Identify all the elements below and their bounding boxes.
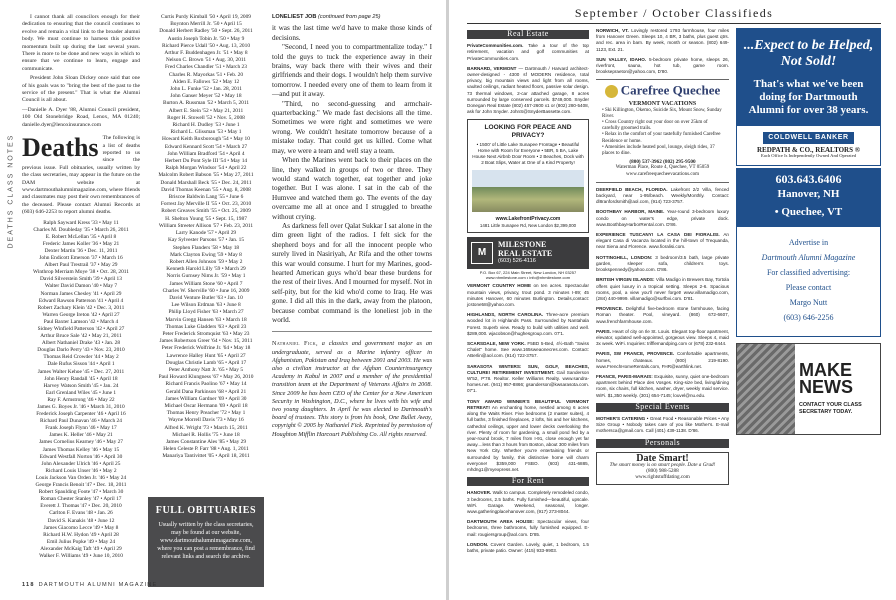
death-entry: Arthur Bruce Sale '42 • May 21, 2011 xyxy=(40,333,122,340)
death-entry: George Francis Benoit '47 • Dec. 18, 2011 xyxy=(35,482,127,489)
death-entry: Thomas Henry Preacher '72 • May 1 xyxy=(166,410,246,417)
carefree-line: • Amenities include heated pool, lounge, sleigh rides, 37 places to dine. xyxy=(602,144,715,157)
lakefront-details: • 1500' of Little Lake Sunapee Frontage • Beautiful Home with Room for Everyone • 5BR, 5 BA, Lake House Next Airbnb Door Room • 2 Beaches, Dock with 2 Boat Slips, Water at One of a Kind Property! xyxy=(472,142,584,166)
classified-ad: SUN VALLEY, IDAHO. 5-bedroom private home, sleeps 26, riverfront, sauna, hot tub, game room. brooksepraeton@yahoo.com, D'80. xyxy=(596,56,729,75)
classified-ad: EXPERIENCE TUSCANY! LA CASA DEI FIORALISI. An elegant Casa di Vacanza located in the hill-town of Trequanda, near Siena and Florence. www.fioralisi.com. xyxy=(596,232,729,250)
story-paragraph: "Second, I need you to compartmentalize today." I told the guys to tuck the experience away in their brains, way back there with their wives and their girlfriends and their dogs. I wouldn't help them survive tomorrow. I needed every one of them to learn from it—and put it away. xyxy=(272,43,432,99)
right-page xyxy=(449,0,896,600)
death-entry: Paul Baxter Lamson '42 • March 4 xyxy=(43,318,119,325)
death-entry: Robert Allen Johnson '59 • May 2 xyxy=(169,258,243,265)
death-entry: James G. Boyes Jr. '46 • March 31, 2010 xyxy=(37,404,125,410)
magazine-title: DARTMOUTH ALUMNI MAGAZINE xyxy=(38,582,158,588)
death-entry: John L. Funke '52 • Jan. 28, 2011 xyxy=(170,86,242,93)
newspaper-photo xyxy=(737,344,795,434)
death-entry: Robert Greaves Smith '55 • Oct. 25, 2009 xyxy=(161,208,251,215)
story-continued: (continued from page 25) xyxy=(318,14,381,20)
death-entry: Larry Kanode '57 • April 29 xyxy=(175,230,237,237)
death-entry: Roger H. Stowell '52 • Nov. 5, 2008 xyxy=(167,114,245,121)
death-entry: Paul Howard Klungness '67 • May 26, 2010 xyxy=(158,374,254,381)
death-entry: Richard L. Glissman '53 • May 1 xyxy=(170,129,242,136)
deaths-list-two xyxy=(148,14,264,461)
death-entry: Boynton Merrill Jr. '50 • April 15 xyxy=(170,21,242,28)
death-entry: Earl Grenland Wiles '45 • June 1 xyxy=(45,389,117,396)
classified-ad: MOTHER'S CATERING • Great Food • Reasonable Prices • Any Size Group • Nobody takes care of you like Mother's. E-mail mothersca@gmail.com. Call (401) 439-1138. D'86. xyxy=(596,415,729,434)
death-entry: David Silverstein Smith '39 • April 13 xyxy=(40,276,122,283)
death-entry: Curtis Purdy Kimball '50 • April 19, 2009 xyxy=(160,14,251,20)
page-title: September / October Classifieds xyxy=(574,6,774,20)
death-entry: Warren George Ireton '42 • April 27 xyxy=(42,311,120,318)
death-entry: Philip Lloyd Fisher '63 • March 27 xyxy=(168,309,244,316)
make-news-ad xyxy=(736,343,881,435)
classified-ad: HIGHLANDS, NORTH CAROLINA. Three-acre premium wooded lot in Highlands Pass. Surrounded by Nantahala Forest. Superb view. Ready to build with utilities and well. $289,000. wjacobson@hughesgroup.com. 07'1. xyxy=(467,312,589,336)
classified-ad: PROVENCE. Delightful five-bedroom stone farmhouse, facing Roman theater. Pool, vineyard. (860) 672-6607, www.frenchfarmhouse.com. xyxy=(596,306,729,324)
death-entry: Peter Anthony Natt Jr. '65 • May 5 xyxy=(168,366,244,373)
carefree-line: • Relax in the comfort of your tastefully furnished Carefree Residence or home. xyxy=(602,132,721,144)
death-entry: Michael R. Hollis '75 • June 18 xyxy=(172,431,240,438)
death-entry: Alexander McKaig Taft '49 • April 29 xyxy=(40,545,122,552)
death-entry: Roman Chester Stanley '47 • April 17 xyxy=(40,496,122,503)
death-entry: Douglas Christie Lamb '65 • April 17 xyxy=(165,359,247,366)
death-entry: Kay Sylvester Parsons '57 • Jan. 15 xyxy=(167,237,245,244)
death-entry: Richard Francis Paolino '67 • May 14 xyxy=(165,381,247,388)
make-news-cta: CONTACT YOUR CLASS SECRETARY TODAY. xyxy=(799,401,862,415)
classified-ad: LONDON. Covent Garden. Lovely, quiet, 1 bedroom, 1.5 baths, private patio. Owner: (415) 933-9903. xyxy=(467,541,589,553)
death-entry: John Endicott Emerson '37 • March 16 xyxy=(39,255,123,262)
story-paragraph: As darkness fell over Qalat Sukkar I sat alone in the dim green light of the radios. I felt sick for the shepherd boys and for all the innocent people who surely lived in Nasiriyah, Ar Rifa and the other towns this war would consume. I hurt for my Marines, good-hearted American guys who'd bear these burdens for the rest of their lives. And I mourned for myself. Not in self-pity, but for the kid who'd come to Iraq. He was gone. I did all this in the dark, away from the platoon, because combat command is the loneliest job in the world. xyxy=(272,221,432,324)
make-news-word-2: NEWS xyxy=(799,376,853,397)
death-entry: James Thomas Kelley '46 • May 15 xyxy=(42,446,120,453)
death-entry: James William Stone '60 • April 7 xyxy=(169,280,243,287)
sun-icon xyxy=(605,85,618,98)
full-obituaries-box xyxy=(148,497,264,587)
death-entry: Dale Rufus Sisson '44 • April 1 xyxy=(47,361,115,368)
classified-ad: PrivateCommunities.com. Take a tour of the top retirement, vacation and golf communities at PrivateCommunities.com. xyxy=(467,43,589,61)
left-page xyxy=(0,0,447,600)
death-entry: Carlton F. Evans '48 • Jan. 26 xyxy=(49,510,113,517)
death-entry: James Walter Kehoe '45 • Dec. 27, 2011 xyxy=(37,368,125,375)
advertise-contact-name: Margo Nutt xyxy=(789,297,828,307)
classified-ad: FRANCE, PARIS-MARAIS: Exquisite, sunny, quiet one-bedroom apartment behind Place des Vosges. King-size bed, living/dining room, six chairs, full kitchen, washer, dryer, weekly maid service. WiFi. $1,350 weekly. (301) 654-7145; louvel@nu.edu. xyxy=(596,373,730,398)
death-entry: Robert Zachary Klein '42 • Dec. 3, 2011 xyxy=(37,304,125,311)
death-entry: Albert Paul Trestrail '37 • May 29 xyxy=(44,262,118,269)
classifieds-column-two xyxy=(596,28,729,485)
death-entry: Nelson C. Brown '51 • Aug. 30, 2011 xyxy=(165,57,247,64)
section-heading-personals: Personals xyxy=(596,439,729,448)
death-entry: Douglas Darlo Perry '43 • Nov. 23, 2010 xyxy=(37,347,125,354)
death-entry: Helen Celeste P. Farr '88 • Aug. 1, 2011 xyxy=(163,446,249,453)
death-entry: Richard Pierce Udall '50 • Aug. 13, 2010 xyxy=(161,42,251,49)
death-entry: Albert Nathaniel Drake '43 • Jan. 28 xyxy=(41,340,121,347)
classified-ad: DEERFIELD BEACH, FLORIDA. Lakefront 2/2 Villa, fenced backyard, near 1-95/beach. Weekly/Monthly. Contact: dl8ranfordsmith@aol.com, (914) 723-3757. xyxy=(596,186,729,205)
lakefront-headline: LOOKING FOR PEACE AND PRIVACY? xyxy=(484,124,572,140)
death-entry: James Constantine Ales '85 • May 29 xyxy=(165,438,247,445)
column-three xyxy=(272,14,432,439)
classifieds-column-one xyxy=(467,28,589,558)
classifieds-column-three xyxy=(736,28,881,435)
death-entry: Ralph Sayward Kress '33 • May 11 xyxy=(43,219,119,226)
death-entry: Norris Gurnsey Nims Jr. '59 • May 1 xyxy=(166,273,246,280)
column-two xyxy=(148,14,264,461)
death-entry: Donald Herbert Radley '50 • Sept. 26, 2011 xyxy=(159,28,253,35)
story-paragraph: it was the last time we'd have to make those kinds of decisions. xyxy=(272,24,432,42)
date-smart-link[interactable]: www.rightstuffdating.com xyxy=(635,474,690,481)
death-entry: Kenneth Harold Lilly '59 • March 29 xyxy=(166,266,246,273)
classified-ad: BARNARD, VERMONT — Dartmouth / Harvard architect-owner-designed - 4300 sf MODERN residence, total privacy, big mountain views and light from all rooms, vaulted ceilings, radiant heated floors, passive solar design. 73 thermal windows, 2-car attached garage, 8 acres surrounded by large conserved parcels. $749,000. Snyder Donegan Real Estate (802) 457-2600 x1 or (802) 280-5408, ask for John Snyder. JohnS@SnyderBassette.com. xyxy=(467,65,589,115)
death-entry: Forrest Jay Merville II '55 • Oct. 23, 2010 xyxy=(160,201,252,208)
advertise-line: Advertise in xyxy=(788,237,829,247)
story-body xyxy=(272,24,432,325)
milestone-phone: (603) 526-4116 xyxy=(498,258,536,265)
death-entry: Richard H. Dudley '53 • June 1 xyxy=(172,122,240,129)
classified-ad: TONY AWARD WINNER'S BEAUTIFUL VERMONT RETREAT! An enchanting home, nestled among 6 acres along the Waits River. Five bedrooms (2 master suites), 4 full baths, 3 finished fireplaces, 2 lofts, his and her kitchens, cathedral ceilings, upper and lower decks overlooking the river. Plenty of room for gardening, a small pond fed by a year-round brook, 7 miles from I-91, close enough yet far away....less than 3 hours from Boston, about 300 miles from New York City. Whether you're entertaining friends or surrounded by family, this distinctive home will charm everyone! $359,000 FSBO. (603) 431-6885, mhdng1@myexpress.net. xyxy=(467,398,589,472)
milestone-name: MILESTONE xyxy=(498,240,547,250)
death-entry: Alfred K. Wright '73 • March 15, 2011 xyxy=(164,424,248,431)
death-entry: David Venture Butler '63 • Jan. 10 xyxy=(169,294,243,301)
death-entry: Wayne Morrell Davis '73 • May 16 xyxy=(168,417,244,424)
lakefront-address: 1481 Little Sunapee Rd, New London $2,399,000 xyxy=(479,222,577,228)
death-entry: James William Gardner '69 • April 30 xyxy=(165,395,247,402)
death-entry: Albert E. Stein '52 • May 21, 2011 xyxy=(168,107,244,114)
death-entry: Malcolm Robert Babson '55 • May 27, 2011 xyxy=(158,172,254,179)
classified-ad: SCARSDALE, NEW YORK. F5BD 5-Bed, 4½-Bath "Swiss Chalet" home. See www.165sweaonecres.com. Contact: ABerlin@aol.com. (914) 722-3757. xyxy=(467,341,589,359)
milestone-name-2: REAL ESTATE xyxy=(498,248,553,258)
lake-photo xyxy=(472,170,584,212)
death-entry: Harvey Watson Smith '45 • Jan. 24 xyxy=(43,382,119,389)
section-heading-for-rent: For Rent xyxy=(467,477,589,486)
death-entry: Charles R. Mayorkas '51 • Feb. 20 xyxy=(168,71,244,78)
death-entry: James Cornelius Kearney '46 • May 27 xyxy=(39,439,123,446)
classified-ad: PARIS. Heart of city on Ile St. Louis. Elegant top-floor apartment, elevator, updated well-appointed, gorgeous view. Sleeps 4, maid 3x week. WiFi. Inquiries: trifflemandping.com or (678) 232-8444. xyxy=(596,328,730,347)
milestone-ad xyxy=(467,237,589,269)
advertise-box xyxy=(736,227,881,337)
death-entry: Emil Julius Popke '49 • May 24 xyxy=(46,538,116,545)
death-entry: Fred Charles Chandler '51 • March 23 xyxy=(165,64,247,71)
page-header xyxy=(467,6,881,24)
death-entry: Burton A. Russman '52 • March 5, 2011 xyxy=(162,100,250,107)
carefree-logo: Carefree Quechee xyxy=(596,85,729,98)
death-entry: William Streeter Allison '57 • Feb. 23, 2011 xyxy=(158,222,254,229)
death-entry: Dexter Martin '36 • Dec. 11, 2011 xyxy=(44,247,118,254)
death-entry: Arthur F. Buddenhagen Jr. '51 • May 8 xyxy=(164,50,248,57)
classified-ad: BRITISH VIRGIN ISLANDS: Villa Madigo in Brewers Bay, Tortola offers quiet luxury in a tropical setting. Sleeps 2-6. Spacious rooms, pool, a view you'll never forget! www.villamadigo.com, (284) 440-9999. villamadigo@surfbvi.com. D'81. xyxy=(596,277,729,301)
date-smart-ad xyxy=(596,452,729,485)
column-one xyxy=(22,14,140,560)
milestone-address: P.O. Box 67, 224 Main Street, New London, NH 03257 www.nhmilestone.com • info@nhmilestone.com xyxy=(479,270,577,281)
death-entry: Peter Frederick Stromquist '63 • May 23 xyxy=(162,330,250,337)
death-entry: Walter David Damon '40 • May 7 xyxy=(44,283,118,290)
death-entry: Austin Joseph Tobin Jr. '50 • May 9 xyxy=(167,35,245,42)
classified-ad: VERMONT COUNTRY HOME on ten acres. Spectacular mountain views, privacy, trout pond. 3 minutes I-89; 45 minutes Hanover, 60 minutes Burlington. Details,contact: jcstone58@yahoo.com. xyxy=(467,283,590,308)
coldwell-banker-logo: COLDWELL BANKER xyxy=(763,132,853,144)
death-entry: Thomas Luke Gladders '63 • April 23 xyxy=(165,323,247,330)
author-bio-text: a classics and government major as an undergraduate, served as a Marine infantry officer in Afghanistan, Pakistan and Iraq between 2001 and 2003. He was also a civilian instructor at the Afghan Counterinsurgency Academy in Kabul in 2007 and a member of the presidential transition team at the Department of Veterans Affairs in 2008. Since 2009 he has been CEO of the Center for a New American Security in Washington, D.C., where he lives with his wife and two young daughters. In April he was elected to Dartmouth's board of trustees. This story is from his book, One Bullet Away, copyright © 2005 by Nathaniel Fick. Reprinted by permission of Houghton Mifflin Harcourt Publishing Co. All rights reserved. xyxy=(272,340,433,438)
classified-ad: NOTTINGHILL, LONDON: 3 bedroom/3.5 bath, large private garden, sleeper sofa, children's toys. brookspennedy@yahoo.com. D'86. xyxy=(596,254,729,273)
death-entry: John Ganser Meyer '52 • May 18 xyxy=(170,93,242,100)
deaths-title: Deaths xyxy=(22,133,99,163)
death-entry: Norman James Chesley '41 • April 29 xyxy=(40,290,122,297)
date-smart-phone: (800) 988-5288 xyxy=(646,468,679,475)
death-entry: Richard H.W. Hydon '49 • April 28 xyxy=(43,531,119,538)
death-entry: E. Robert McLellan '35 • April 8 xyxy=(45,233,117,240)
death-entry: Michael Oscar Hermann '69 • April 18 xyxy=(164,402,248,409)
death-entry: Charles W. Sherville '60 • June 16, 2009 xyxy=(162,287,250,294)
intro-paragraph: I cannot thank all councilors enough for their dedication to ensuring that the council continues to evolve and remain a vital link to the broader alumni body. We must continue to harness this positive momentum built up during the last several years. There is more to be done and new ways in which to ensure that we continue to learn, engage and communicate. xyxy=(22,14,140,72)
death-entry: Ralph Morgan Windsor '54 • April 22 xyxy=(165,165,247,172)
death-entry: Herbert Du Pont Syle III '54 • May 14 xyxy=(164,158,248,165)
death-entry: Marvin Gregg Hansen '63 • March 18 xyxy=(165,316,247,323)
death-entry: Alden E. Fallows '52 • May 12 xyxy=(172,78,240,85)
death-entry: Ray F. Armstrong '46 • May 22 xyxy=(47,396,115,403)
death-entry: Thomas Reid Crowder '44 • May 2 xyxy=(43,354,119,361)
classified-ad: PARIS, SW FRANCE, PROVENCE. Comfortable apartments, homes, chateaux. (800) 219-8190. www.FrenchHomeRentals.com, FHR@earthlink.net. xyxy=(596,351,730,369)
firm-tagline: Each Office Is Independently Owned And Operated xyxy=(760,153,857,159)
obituaries-text: Usually written by the class secretaries, may be found at our website, www.dartmouthalumnimagazine.com, where you can post a remembrance, find relevant links and search the archive. xyxy=(157,522,255,560)
death-entry: Gerald Dana Parkinson '68 • April 21 xyxy=(165,388,247,395)
death-entry: Winthrop Merriam Moye '38 • Oct. 28, 2011 xyxy=(32,269,129,276)
author-bio xyxy=(272,340,432,438)
carefree-line: • Ski Killington, Okemo, Suicide Six, Mount Snow, Sunday River. xyxy=(602,107,722,119)
death-entry: Edward Kennard Scott '54 • March 27 xyxy=(164,143,248,150)
lakefront-link[interactable]: www.LakefrontPrivacy.com xyxy=(495,216,561,223)
death-entry: James K. Heller '46 • May 21 xyxy=(49,432,113,439)
obituaries-title: FULL OBITUARIES xyxy=(155,505,257,516)
classified-ad: HANOVER. Walk to campus. Completely remodeled condo, 3 bedrooms, 2.5 baths. Fully furnished—beautiful, upscale. WiFi. Garage. Weekend, seasonal, longer. www.gatheringplacehanover.com, (917) 273-8044. xyxy=(467,490,589,514)
death-entry: Lawrence Halley Hunt '65 • April 27 xyxy=(166,352,246,359)
death-entry: Peter Frederick Wolfrine Jr. '64 • May 18 xyxy=(161,345,251,352)
death-entry: Walker F. Williams '49 • June 10, 2010 xyxy=(39,552,123,559)
carefree-heading: VERMONT VACATIONS xyxy=(628,101,697,108)
author-name: Nathaniel Fick, xyxy=(272,340,318,348)
section-side-label: DEATHS CLASS NOTES xyxy=(7,133,15,249)
carefree-phone: (800) 537-3962 (802) 295-9500 xyxy=(629,159,696,166)
realtor-location-1: Hanover, NH xyxy=(777,187,840,200)
death-entry: Stephen Flanders '58 • May 18 xyxy=(172,244,240,251)
death-entry: John William Bradford '54 • April 4 xyxy=(167,150,245,157)
date-smart-tagline: The smart money is on smart people. Date a Grad! xyxy=(609,461,716,468)
classified-ad: NORWICH, VT. Lovingly restored 1793 farmhouse, four miles from Hanover Green. Sleeps 10, 4 BR, 3 baths, plus guest qtrs. and rec. area in barn. By week, month or season. (802) 649-1123, Ext. 21. xyxy=(596,28,729,52)
death-entry: Richard Louis Unser '46 • May 2 xyxy=(45,467,117,474)
death-entry: Sidney Winfield Patterson '42 • April 27 xyxy=(37,325,125,332)
signature: —Danielle A. Dyer '88, Alumni Council president, 100 Old Stonebridge Road, Lenox, MA 01240; danielle.dyer@lenoxinsurance.com xyxy=(22,106,140,128)
death-entry: John Alexander Ulrich '46 • April 25 xyxy=(41,460,121,467)
deaths-list-one xyxy=(22,220,140,561)
death-entry: Louis Jackson Van Orden Jr. '46 • May 24 xyxy=(35,474,127,481)
realtor-phone: 603.643.6406 xyxy=(775,172,842,187)
classified-ad: BOOTHBAY HARBOR, MAINE. Year-round 3-bedroom luxury condo on water's edge, private dock. www.BoothbayHarborRental.com. D'86. xyxy=(596,209,729,227)
coldwell-banker-ad xyxy=(736,125,881,166)
folio xyxy=(22,582,157,588)
advertise-line: For classified advertising: xyxy=(766,267,851,277)
firm-name: REDPATH & CO., REALTORS ® xyxy=(757,146,860,154)
advertise-line: Please contact xyxy=(785,282,832,292)
divider xyxy=(272,331,432,332)
realtor-location-2: • Quechee, VT xyxy=(774,205,843,218)
date-smart-heading: Date Smart! xyxy=(636,452,689,464)
death-entry: James Giacomo Lecce '49 • May 8 xyxy=(43,524,119,531)
death-entry: Howard Keith Roxborough '54 • May 10 xyxy=(162,136,250,143)
story-paragraph: "Third, no second-guessing and armchair-quarterbacking." We made fast decisions all the time. Sometimes we were right and sometimes we were wrong. We couldn't hesitate tomorrow because of a mistake today. That could get us killed. Come what may, we were a team and well stay a team. xyxy=(272,99,432,155)
death-entry: Edward Rawson Patterson '41 • April 4 xyxy=(38,297,124,304)
death-entry: Manariya Tantivittet '05 • April 18, 2011 xyxy=(162,453,250,460)
death-entry: David S. Kanakis '48 • June 12 xyxy=(47,517,115,524)
story-title-text: LONELIEST JOB xyxy=(272,14,317,20)
realtor-promo xyxy=(736,28,881,125)
lakefront-ad xyxy=(467,119,589,233)
death-entry: Everett J. Thomas '47 • Dec. 20, 2010 xyxy=(40,503,122,510)
section-heading-special-events: Special Events xyxy=(596,403,729,412)
carefree-line: • Cross Country right out your door on over 25km of carefully groomed trails. xyxy=(602,120,708,132)
realtor-subhead: That's what we've been doing for Dartmouth Alumni for over 38 years. xyxy=(748,78,869,116)
death-entry: Robert Spaulding Foote '47 • March 30 xyxy=(38,489,124,496)
carefree-footer: Waterman Place, Route 4, Quechee, VT 05059 www.carefreequecheevacations.com xyxy=(615,165,710,177)
death-entry: Lee Wilson Erdman '63 • June 8 xyxy=(171,302,241,309)
death-entry: Frederick Joseph Carpenter '46 • April 16 xyxy=(36,411,126,418)
death-entry: Charles M. Doubleday '35 • March 26, 2011 xyxy=(33,226,129,233)
carefree-quechee-ad xyxy=(596,79,729,182)
death-entry: Edward Westfall Norton '46 • April 30 xyxy=(39,453,123,460)
death-entry: Frederic James Koller '36 • May 21 xyxy=(42,240,120,247)
death-entry: John Henry Randall '45 • April 18 xyxy=(44,375,118,382)
make-news-word: MAKE xyxy=(799,359,852,380)
advertise-contact-phone: (603) 646-2256 xyxy=(783,312,834,322)
realtor-headline: ...Expect to be Helped, Not Sold! xyxy=(743,38,874,69)
deaths-intro: The following is a list of deaths reported to us since the previous issue. Full obituaries, usually written by the class secretaries, may appear in the future on the DAM website at www.dartmouthalumnimagazine.com, where friends and classmates may post their own remembrances of the deceased. Please contact Alumni Records at (603) 646-2253 to report alumni deaths. xyxy=(22,135,140,216)
advertise-line: Dartmouth Alumni Magazine xyxy=(761,252,856,262)
page-number: 118 xyxy=(22,582,35,588)
classified-ad: SARASOTA WINTERS: SUN, GOLF, BEACHES, CULTURE! RETIREMENT INVESTMENT. Gail Sanderson W'52, P'78. Realtor. Keller Williams Realty. www.sandra-homes.net. (941) 957-8866; gsanderson@kwsarasota.com. 07'1. xyxy=(467,363,589,394)
death-entry: Briscoe Baldwin Lang '55 • June 6 xyxy=(168,194,244,201)
death-entry: James Robertson Greer '64 • Nov. 15, 2011 xyxy=(159,338,253,345)
realtor-contact xyxy=(736,168,881,226)
death-entry: Frank Joseph Flynn '46 • May 17 xyxy=(45,425,117,432)
section-heading-real-estate: Real Estate xyxy=(467,30,589,39)
story-paragraph: When the Marines went back to their places on the line, they walked in groups of two or three. They would stand watch together, eat together and joke together. But I was alone. I sat in the cab of the Humvee and watched them go. The events of the day overcame me all at once and I struggled to breathe without crying. xyxy=(272,156,432,221)
death-entry: David Thomas Keenan '55 • Aug. 8, 2008 xyxy=(161,186,251,193)
death-entry: Donald Marshall Beck '55 • Dec. 24, 2011 xyxy=(160,179,252,186)
death-entry: Richard Paul Dunavan '46 • March 24 xyxy=(40,418,122,425)
death-entry: Mark Clayton Ewing '59 • May 8 xyxy=(170,251,242,258)
classified-ad: DARTMOUTH AREA HOUSE: Spectacular views, four bedrooms, three bathrooms, fully furnished equipped. E-mail: rougiersgroup@aol.com. D'85. xyxy=(467,519,589,537)
death-entry: H. Shelton Young '55 • Sept. 15, 1987 xyxy=(165,215,247,222)
intro-paragraph: President John Sloan Dickey once said that one of his goals was to "bring the best of the past to the service of the present." That is what the Alumni Council is all about. xyxy=(22,75,140,104)
milestone-logo-icon: M xyxy=(471,242,493,264)
story-title xyxy=(272,14,432,21)
